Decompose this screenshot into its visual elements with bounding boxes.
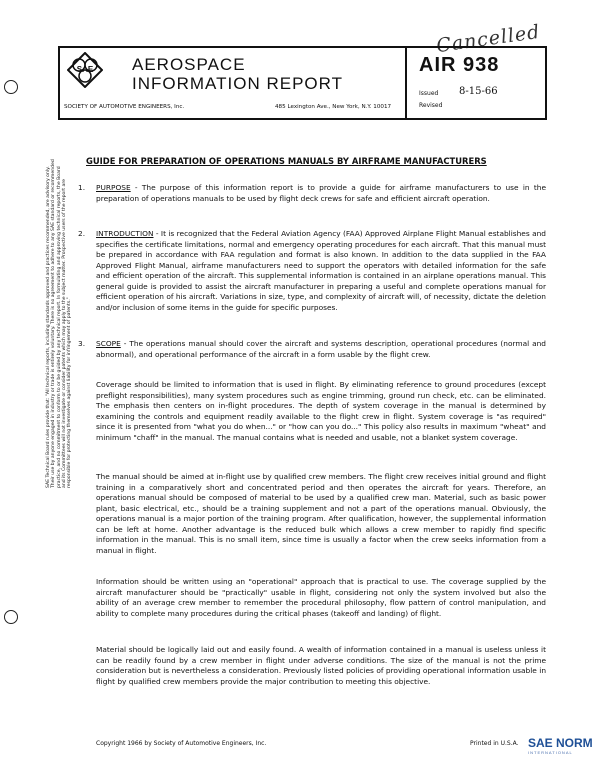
svg-text:SAE: SAE bbox=[76, 65, 94, 74]
introduction-heading: INTRODUCTION bbox=[96, 229, 154, 238]
punch-hole-top bbox=[4, 80, 18, 94]
scope-heading: SCOPE bbox=[96, 339, 121, 348]
revised-label: Revised bbox=[419, 102, 443, 109]
society-name: SOCIETY OF AUTOMOTIVE ENGINEERS, Inc. bbox=[64, 104, 185, 110]
sae-logo-icon bbox=[67, 52, 103, 88]
scope-text: - The operations manual should cover the aircraft and systems description, operational procedures (normal and abnormal), and operational performance of the aircraft in a form usable by the flight crew. bbox=[96, 339, 546, 359]
issued-date: 8-15-66 bbox=[459, 86, 498, 97]
watermark-text: SAE NORM bbox=[528, 736, 593, 750]
header-left-panel bbox=[60, 48, 405, 118]
section-2-number: 2. bbox=[78, 229, 86, 238]
paragraph-coverage: Coverage should be limited to information that is used in flight. By eliminating reference to ground procedures (except preflight responsibilities), many system procedures such as engine trimming, ground run check, etc. can be eliminated. The emphasis then centers on in-flight procedures. The depth of system coverage in the manual is determined by examining the controls and equipment readily available to the flight crew in flight. System coverage is "as required" since it is presented from "what you do when..." or "how can you do..." This policy also results in maximum "wheat" and minimum "chaff" in the manual. The manual contains what is needed and usable, not a blanket system coverage. bbox=[96, 380, 546, 442]
paragraph-layout: Material should be logically laid out and easily found. A wealth of information contained in a manual is useless unless it can be readily found by a crew member in flight under adverse conditions. The size of the manual is not the prime consideration but is nevertheless a consideration. Previously listed policies of providing operational information usable in flight by qualified crew members provide the major contribution to meeting this objective. bbox=[96, 645, 546, 686]
issued-label: Issued bbox=[419, 90, 439, 97]
purpose-text: - The purpose of this information report is to provide a guide for airframe manufacturers to use in the preparation of operations manuals to be used by flight deck crews for safe and efficient aircraft operation. bbox=[96, 183, 546, 203]
header-right-panel bbox=[405, 48, 547, 118]
paragraph-operational-approach: Information should be written using an "operational" approach that is practical to use. The coverage supplied by the aircraft manufacturer should be "practically" usable in flight, considering not only the system involved but also the ability of an average crew member to remember the procedural philosophy, flow pattern of control manipulation, and ability to complete many procedures during the critical phases (takeoff and landing) of flight. bbox=[96, 577, 546, 618]
section-1-number: 1. bbox=[78, 183, 86, 192]
punch-hole-bottom bbox=[4, 610, 18, 624]
section-3-number: 3. bbox=[78, 339, 86, 348]
title-information-report: INFORMATION REPORT bbox=[132, 74, 343, 93]
section-introduction bbox=[96, 229, 546, 313]
society-address: 485 Lexington Ave., New York, N.Y. 10017 bbox=[275, 104, 392, 110]
purpose-heading: PURPOSE bbox=[96, 183, 131, 192]
printed-notice: Printed in U.S.A. bbox=[470, 740, 519, 747]
document-title: GUIDE FOR PREPARATION OF OPERATIONS MANUALS BY AIRFRAME MANUFACTURERS bbox=[86, 156, 487, 166]
handwritten-cancelled-note: Cancelled bbox=[434, 20, 542, 58]
section-purpose bbox=[96, 183, 546, 204]
side-disclaimer: SAE Technical Board rules provide that: "All technical reports, including standards approved and practices recommended, are advisory only. Their use by anyone engaged in industry or trade is entirely voluntary. There is no agreement to adhere to any SAE standard or recommended practice, and no commitment to conform to or be guided by any technical report. In formulating and approving technical reports, the Board and its Committees will not investigate or consider patents which may apply to the subject matter. Prospective users of the report are responsible for protecting themselves against liability for infringement of patents." bbox=[46, 159, 73, 488]
copyright-notice: Copyright 1966 by Society of Automotive Engineers, Inc. bbox=[96, 740, 267, 747]
section-scope bbox=[96, 339, 546, 360]
sae-norm-watermark bbox=[528, 736, 593, 755]
document-number: AIR 938 bbox=[419, 54, 500, 76]
title-aerospace: AEROSPACE bbox=[132, 55, 246, 74]
introduction-text: - It is recognized that the Federal Aviation Agency (FAA) Approved Airplane Flight Manual establishes and specifies the certificate limitations, normal and emergency operating procedures for each aircraft. That this manual must be prepared in accordance with FAA regulation and format is also known. In addition to the data supplied in the FAA Approved Flight Manual, airframe manufacturers need to support the operators with detailed information for the safe and efficient operation of the aircraft. This supplemental information is contained in an airplane operations manual. This general guide is provided to assist the aircraft manufacturer in preparing a useful and complete operations manual for efficient operation of his aircraft. Variations in size, type, and complexity of aircraft will, of necessity, dictate the deletion and/or inclusion of some items in the guide for specific purposes. bbox=[96, 229, 546, 312]
paragraph-manual-aim: The manual should be aimed at in-flight use by qualified crew members. The flight crew receives initial ground and flight training in a comparatively short and concentrated period and then operates the aircraft for years. Therefore, an operations manual should be composed of material to be used by a qualified crew man. Material, such as basic power plant, basic electrical, etc., should be a training supplement and not a part of the operations manual. Obviously, the operations manual is a major portion of the training program. After qualification, however, the supplemental information can be left at home. Another advantage is the reduced bulk which allows a crew member to rapidly find specific information in the manual. This is no small item, since time is usually a factor when the crew seeks information from a manual in flight. bbox=[96, 472, 546, 555]
report-header bbox=[58, 46, 547, 120]
watermark-subtext: INTERNATIONAL bbox=[528, 750, 573, 755]
